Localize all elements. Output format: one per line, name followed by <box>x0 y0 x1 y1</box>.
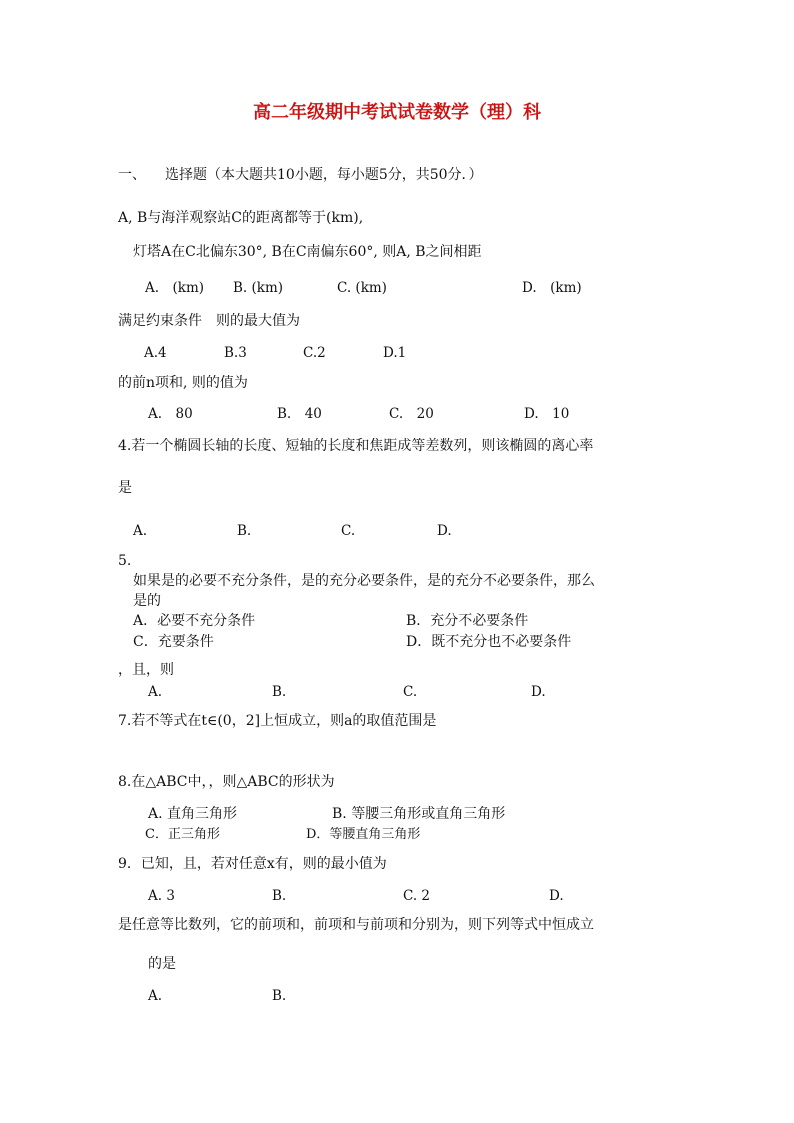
q8-option-a: A. 直角三角形 <box>148 806 238 822</box>
q6-option-d: D. <box>531 684 546 700</box>
q1-line1: A, B与海洋观察站C的距离都等于(km), <box>118 210 364 226</box>
q3-option-c: C. 20 <box>389 406 434 422</box>
q6-option-b: B. <box>272 684 287 700</box>
q4-line2: 是 <box>118 480 132 496</box>
q4-option-b: B. <box>237 523 252 539</box>
q1-option-c: C. (km) <box>337 280 387 296</box>
q8-stem: 8.在△ABC中，，则△ABC的形状为 <box>118 774 335 790</box>
q7-stem: 7.若不等式在t∈(0，2]上恒成立，则a的取值范围是 <box>118 713 437 729</box>
section-number: 一、 <box>118 167 146 183</box>
q4-option-d: D. <box>437 523 452 539</box>
q1-option-a: A. (km) <box>145 280 205 296</box>
q8-option-b: B. 等腰三角形或直角三角形 <box>332 806 506 822</box>
q5-option-c: C．充要条件 <box>133 634 214 650</box>
q8-option-d: D．等腰直角三角形 <box>306 827 421 842</box>
q5-option-a: A．必要不充分条件 <box>133 613 256 629</box>
q9-stem: 9．已知，且，若对任意x有，则的最小值为 <box>118 856 387 872</box>
q3-option-d: D. 10 <box>524 406 570 422</box>
page-title: 高二年级期中考试试卷数学（理）科 <box>253 102 541 123</box>
q8-option-c: C．正三角形 <box>145 827 220 842</box>
q4-line1: 4.若一个椭圆长轴的长度、短轴的长度和焦距成等差数列，则该椭圆的离心率 <box>118 438 594 454</box>
q2-option-d: D.1 <box>383 345 407 361</box>
q10-option-b: B. <box>272 988 287 1004</box>
q5-number: 5. <box>118 553 132 569</box>
q10-line2: 的是 <box>148 956 176 972</box>
q2-option-b: B.3 <box>224 345 247 361</box>
section-heading: 选择题（本大题共10小题，每小题5分，共50分．） <box>165 167 483 183</box>
q5-option-d: D．既不充分也不必要条件 <box>406 634 572 650</box>
q2-option-c: C.2 <box>303 345 326 361</box>
q10-line1: 是任意等比数列，它的前项和，前项和与前项和分别为，则下列等式中恒成立 <box>118 917 594 933</box>
q6-option-c: C. <box>403 684 418 700</box>
q9-option-d: D. <box>549 888 564 904</box>
q5-line1: 如果是的必要不充分条件，是的充分必要条件，是的充分不必要条件，那么 <box>133 573 595 589</box>
q2-stem: 满足约束条件 则的最大值为 <box>118 313 300 329</box>
q10-option-a: A. <box>148 988 163 1004</box>
q3-stem: 的前n项和, 则的值为 <box>118 375 248 391</box>
q9-option-c: C. 2 <box>403 888 431 904</box>
q5-line2: 是的 <box>133 593 161 609</box>
q1-option-d: D. (km) <box>522 280 582 296</box>
q4-option-a: A. <box>133 523 148 539</box>
q2-option-a: A.4 <box>144 345 167 361</box>
q9-option-a: A. 3 <box>148 888 175 904</box>
q1-option-b: B. (km) <box>233 280 284 296</box>
q4-option-c: C. <box>341 523 356 539</box>
q9-option-b: B. <box>272 888 287 904</box>
q5-option-b: B．充分不必要条件 <box>406 613 529 629</box>
q1-line2: 灯塔A在C北偏东30°, B在C南偏东60°, 则A, B之间相距 <box>133 244 482 260</box>
q3-option-b: B. 40 <box>277 406 322 422</box>
q6-option-a: A. <box>148 684 163 700</box>
q6-stem: ，且，则 <box>118 662 174 678</box>
q3-option-a: A. 80 <box>148 406 193 422</box>
